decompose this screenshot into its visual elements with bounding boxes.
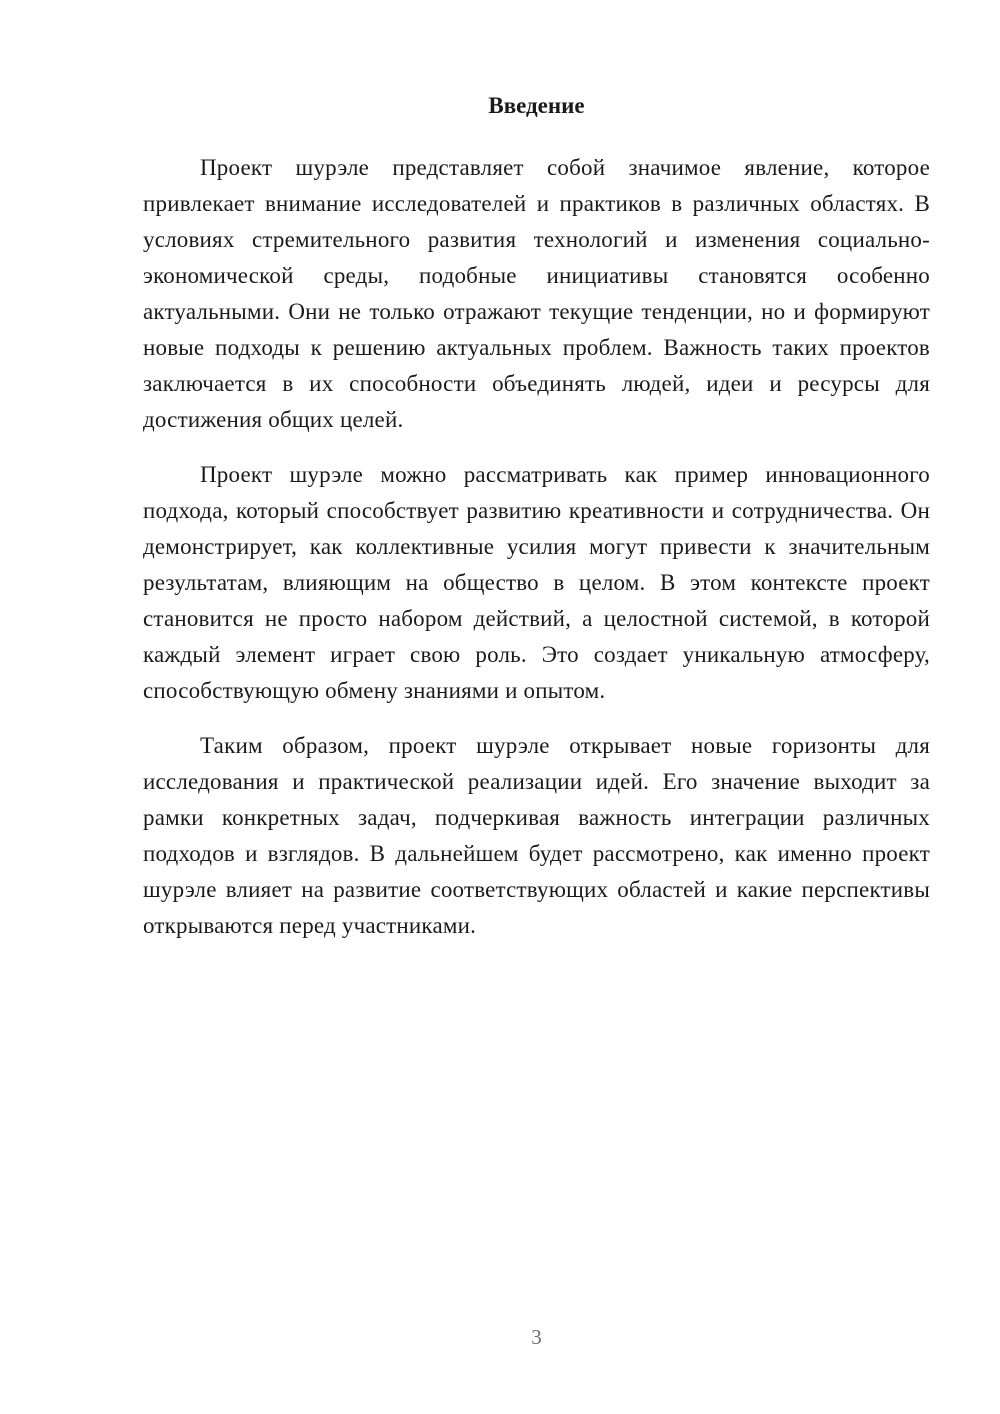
paragraph-3: Таким образом, проект шурэле открывает новые горизонты для исследования и практической реализации идей. Его значение выходит за рамки конкретных задач, подчеркивая важность интеграции различных подходов и взглядов. В дальнейшем будет рассмотрено, как именно проект шурэле влияет на развитие соответствующих областей и какие перспективы открываются перед участниками. bbox=[143, 733, 930, 938]
paragraph-1: Проект шурэле представляет собой значимое явление, которое привлекает внимание исследователей и практиков в различных областях. В условиях стремительного развития технологий и изменения социально-экономической среды, подобные инициативы становятся особенно актуальными. Они не только отражают текущие тенденции, но и формируют новые подходы к решению актуальных проблем. Важность таких проектов заключается в их способности объединять людей, идеи и ресурсы для достижения общих целей. bbox=[143, 155, 930, 432]
paragraph-2: Проект шурэле можно рассматривать как пример инновационного подхода, который способствует развитию креативности и сотрудничества. Он демонстрирует, как коллективные усилия могут привести к значительным результатам, влияющим на общество в целом. В этом контексте проект становится не просто набором действий, а целостной системой, в которой каждый элемент играет свою роль. Это создает уникальную атмосферу, способствующую обмену знаниями и опытом. bbox=[143, 462, 930, 703]
section-title: Введение bbox=[488, 93, 585, 118]
document-body bbox=[143, 88, 930, 963]
page-number: 3 bbox=[531, 1325, 542, 1349]
page-footer bbox=[143, 1327, 930, 1349]
